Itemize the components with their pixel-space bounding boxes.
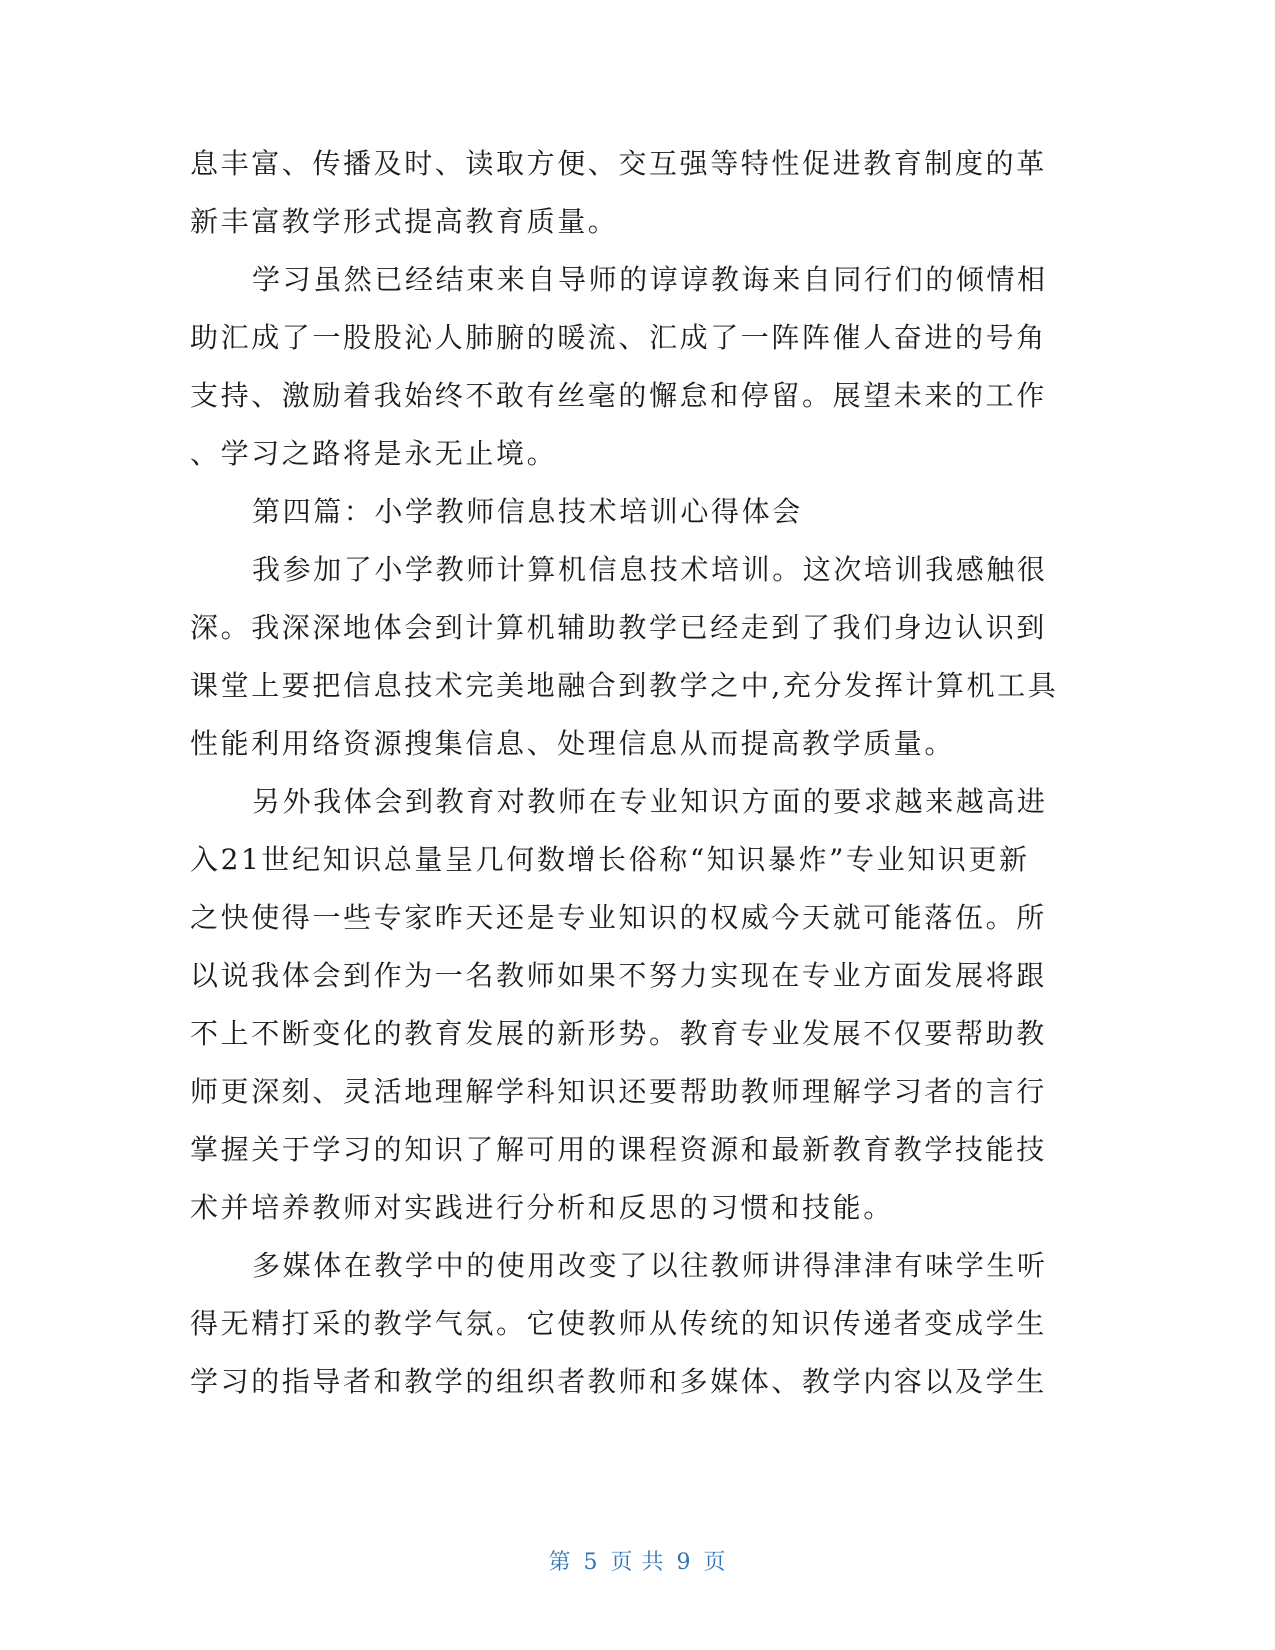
text-line: 不上不断变化的教育发展的新形势。教育专业发展不仅要帮助教: [190, 1017, 1047, 1050]
text-line: 课堂上要把信息技术完美地融合到教学之中,充分发挥计算机工具: [190, 669, 1059, 702]
text-line: 之快使得一些专家昨天还是专业知识的权威今天就可能落伍。所: [190, 901, 1047, 934]
text-line: 师更深刻、灵活地理解学科知识还要帮助教师理解学习者的言行: [190, 1075, 1047, 1108]
text-line: 学习的指导者和教学的组织者教师和多媒体、教学内容以及学生: [190, 1365, 1047, 1398]
text-line: 我参加了小学教师计算机信息技术培训。这次培训我感触很: [252, 553, 1048, 586]
text-line: 多媒体在教学中的使用改变了以往教师讲得津津有味学生听: [252, 1249, 1048, 1282]
text-line: 息丰富、传播及时、读取方便、交互强等特性促进教育制度的革: [190, 147, 1047, 180]
text-line: 支持、激励着我始终不敢有丝毫的懈怠和停留。展望未来的工作: [190, 379, 1047, 412]
text-line: 学习虽然已经结束来自导师的谆谆教诲来自同行们的倾情相: [252, 263, 1048, 296]
text-line: 性能利用络资源搜集信息、处理信息从而提高教学质量。: [190, 727, 956, 760]
text-line: 、学习之路将是永无止境。: [190, 437, 558, 470]
text-line: 得无精打采的教学气氛。它使教师从传统的知识传递者变成学生: [190, 1307, 1047, 1340]
text-line: 掌握关于学习的知识了解可用的课程资源和最新教育教学技能技: [190, 1133, 1047, 1166]
total-page-count: 9: [676, 1550, 692, 1575]
text-line: 深。我深深地体会到计算机辅助教学已经走到了我们身边认识到: [190, 611, 1047, 644]
section-heading: 第四篇：小学教师信息技术培训心得体会: [252, 495, 803, 528]
text-line: 新丰富教学形式提高教育质量。: [190, 205, 619, 238]
text-line: 另外我体会到教育对教师在专业知识方面的要求越来越高进: [252, 785, 1048, 818]
footer-prefix: 第: [548, 1550, 572, 1575]
text-line: 术并培养教师对实践进行分析和反思的习惯和技能。: [190, 1191, 894, 1224]
current-page-number: 5: [583, 1550, 599, 1575]
text-line: 助汇成了一股股沁人肺腑的暖流、汇成了一阵阵催人奋进的号角: [190, 321, 1047, 354]
page-number-footer: [0, 1545, 1275, 1576]
text-line: 入21世纪知识总量呈几何数增长俗称“知识暴炸”专业知识更新: [190, 843, 1030, 876]
footer-suffix: 页: [703, 1550, 727, 1575]
footer-middle: 页 共: [610, 1550, 665, 1575]
text-line: 以说我体会到作为一名教师如果不努力实现在专业方面发展将跟: [190, 959, 1047, 992]
